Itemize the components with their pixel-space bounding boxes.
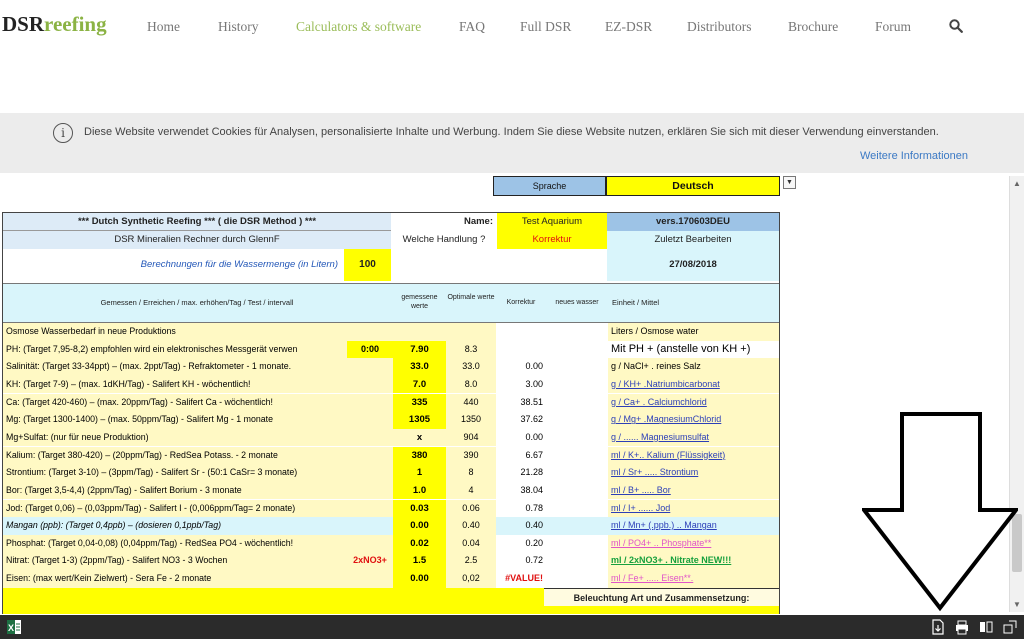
unit-link[interactable]: ml / 2xNO3+ . Nitrate NEW!!!: [608, 552, 779, 570]
unit-link[interactable]: ml / Fe+ ..... Eisen**.: [608, 570, 779, 588]
correction-value: 0.00: [496, 358, 546, 376]
table-row: [3, 323, 779, 341]
row-label: Jod: (Target 0,06) – (0,03ppm/Tag) - Salifert I - (0,006ppm/Tag= 2 monate): [3, 500, 347, 518]
reading-view-icon[interactable]: [978, 619, 994, 635]
new-water-cell: [546, 341, 608, 359]
optimal-value: 0,02: [446, 570, 496, 588]
correction-value: 0.40: [496, 517, 546, 535]
row-extra: [347, 535, 393, 553]
row-label: Phosphat: (Target 0,04-0,08) (0,04ppm/Tag) - RedSea PO4 - wöchentlich!: [3, 535, 347, 553]
row-extra: [347, 411, 393, 429]
correction-value: 0.00: [496, 429, 546, 447]
unit-link[interactable]: g / ...... Magnesiumsulfat: [608, 429, 779, 447]
unit-link[interactable]: g / Ca+ . Calciumchlorid: [608, 394, 779, 412]
nav-history[interactable]: History: [218, 19, 259, 34]
name-value[interactable]: Test Aquarium: [497, 213, 607, 231]
optimal-value: 0.40: [446, 517, 496, 535]
table-row: [3, 394, 779, 412]
measured-value-input[interactable]: 0.02: [393, 535, 446, 553]
col-header-unit: Einheit / Mittel: [612, 298, 660, 307]
action-label: Welche Handlung ?: [391, 231, 497, 249]
scroll-down-icon[interactable]: ▼: [1013, 600, 1021, 609]
row-label: Eisen: (max wert/Kein Zielwert) - Sera Fe - 2 monate: [3, 570, 347, 588]
new-water-cell: [546, 552, 608, 570]
row-label: Osmose Wasserbedarf in neue Produktions: [3, 323, 347, 341]
row-label: Strontium: (Target 3-10) – (3ppm/Tag) - Salifert Sr - (50:1 CaSr= 3 monate): [3, 464, 347, 482]
optimal-value: 8: [446, 464, 496, 482]
row-extra: [347, 429, 393, 447]
row-extra: [347, 517, 393, 535]
correction-value: [496, 323, 546, 341]
measured-value-input[interactable]: 1.0: [393, 482, 446, 500]
sheet-title: *** Dutch Synthetic Reefing *** ( die DSR Method ) ***: [3, 213, 391, 231]
unit-link[interactable]: ml / Mn+ (.ppb.) .. Mangan: [608, 517, 779, 535]
table-row: [3, 552, 779, 570]
row-extra: 0:00: [347, 341, 393, 359]
nav-full-dsr[interactable]: Full DSR: [520, 19, 572, 34]
new-water-cell: [546, 517, 608, 535]
table-row: [3, 517, 779, 535]
table-row: [3, 482, 779, 500]
measured-value-input[interactable]: 1305: [393, 411, 446, 429]
edited-date: 27/08/2018: [607, 249, 779, 281]
row-extra: [347, 394, 393, 412]
blank-cell: [391, 249, 607, 281]
row-label: Salinität: (Target 33-34ppt) – (max. 2ppt/Tag) - Refraktometer - 1 monate.: [3, 358, 347, 376]
measured-value-input[interactable]: 0.03: [393, 500, 446, 518]
row-extra: [347, 376, 393, 394]
row-label: KH: (Target 7-9) – (max. 1dKH/Tag) - Salifert KH - wöchentlich!: [3, 376, 347, 394]
data-rows: [3, 323, 779, 588]
svg-text:X: X: [7, 623, 15, 633]
volume-label: Berechnungen für die Wassermenge (in Litern): [3, 249, 344, 281]
row-extra: [347, 447, 393, 465]
unit-link: g / NaCl+ . reines Salz: [608, 358, 779, 376]
correction-value: 0.20: [496, 535, 546, 553]
nav-ez-dsr[interactable]: EZ-DSR: [605, 19, 653, 34]
correction-value: 0.78: [496, 500, 546, 518]
cookie-banner: [0, 113, 1024, 173]
new-water-cell: [546, 376, 608, 394]
table-row: [3, 358, 779, 376]
new-water-cell: [546, 570, 608, 588]
viewer-toolbar: [0, 615, 1024, 639]
new-water-cell: [546, 323, 608, 341]
language-select[interactable]: Deutsch: [606, 176, 780, 196]
download-file-icon[interactable]: [930, 619, 946, 635]
measured-value-input[interactable]: [393, 323, 446, 341]
unit-link[interactable]: ml / B+ ..... Bor: [608, 482, 779, 500]
correction-value: 38.04: [496, 482, 546, 500]
row-extra: [347, 482, 393, 500]
new-water-cell: [546, 464, 608, 482]
optimal-value: 390: [446, 447, 496, 465]
lighting-blank: [3, 588, 544, 614]
optimal-value: 8.3: [446, 341, 496, 359]
version-label: vers.170603DEU: [607, 213, 779, 231]
unit-link[interactable]: ml / Sr+ ..... Strontium: [608, 464, 779, 482]
row-extra: [347, 323, 393, 341]
new-water-cell: [546, 535, 608, 553]
unit-link: Liters / Osmose water: [608, 323, 779, 341]
row-label: Mg: (Target 1300-1400) – (max. 50ppm/Tag) - Salifert Mg - 1 monate: [3, 411, 347, 429]
new-water-cell: [546, 447, 608, 465]
col-header-new-water: neues wasser: [555, 299, 599, 306]
nav-forum[interactable]: Forum: [875, 19, 912, 34]
nav-distributors[interactable]: Distributors: [687, 19, 752, 34]
correction-value: 3.00: [496, 376, 546, 394]
popout-icon[interactable]: [1002, 619, 1018, 635]
optimal-value: 440: [446, 394, 496, 412]
row-extra: [347, 570, 393, 588]
row-label: Ca: (Target 420-460) – (max. 20ppm/Tag) - Salifert Ca - wöchentlich!: [3, 394, 347, 412]
optimal-value: [446, 323, 496, 341]
correction-value: [496, 341, 546, 359]
col-header-optimal: Optimale werte: [447, 294, 495, 301]
table-row: [3, 447, 779, 465]
col-header-measured: gemessene werte: [401, 294, 438, 310]
measured-value-input[interactable]: 7.0: [393, 376, 446, 394]
language-label: Sprache: [493, 176, 606, 196]
row-extra: [347, 464, 393, 482]
scroll-up-icon[interactable]: ▲: [1013, 179, 1021, 188]
unit-link[interactable]: ml / I+ ...... Jod: [608, 500, 779, 518]
sheet-subtitle: DSR Mineralien Rechner durch GlennF: [3, 231, 391, 249]
table-row: [3, 464, 779, 482]
row-label: Mangan (ppb): (Target 0,4ppb) – (dosieren 0,1ppb/Tag): [3, 517, 347, 535]
row-label: PH: (Target 7,95-8,2) empfohlen wird ein elektronisches Messgerät verwen: [3, 341, 347, 359]
correction-value: 6.67: [496, 447, 546, 465]
row-label: Bor: (Target 3,5-4,4) (2ppm/Tag) - Salifert Borium - 3 monate: [3, 482, 347, 500]
print-icon[interactable]: [954, 619, 970, 635]
calculator-table: [2, 212, 780, 614]
cookie-more-info-link[interactable]: Weitere Informationen: [860, 150, 969, 162]
optimal-value: 8.0: [446, 376, 496, 394]
nav-faq[interactable]: FAQ: [459, 19, 486, 34]
new-water-cell: [546, 358, 608, 376]
table-row: [3, 411, 779, 429]
row-label: Kalium: (Target 380-420) – (20ppm/Tag) - RedSea Potass. - 2 monate: [3, 447, 347, 465]
new-water-cell: [546, 482, 608, 500]
correction-value: 21.28: [496, 464, 546, 482]
measured-value-input[interactable]: x: [393, 429, 446, 447]
measured-value-input[interactable]: 380: [393, 447, 446, 465]
nav-home[interactable]: Home: [147, 19, 180, 34]
correction-value: 0.72: [496, 552, 546, 570]
correction-value: 37.62: [496, 411, 546, 429]
measured-value-input[interactable]: 7.90: [393, 341, 446, 359]
site-logo[interactable]: DSRreefing: [2, 12, 107, 36]
table-row: [3, 570, 779, 588]
table-row: [3, 429, 779, 447]
nav-brochure[interactable]: Brochure: [788, 19, 839, 34]
down-arrow-icon: [862, 412, 1018, 612]
measured-value-input[interactable]: 0.00: [393, 570, 446, 588]
excel-icon[interactable]: [6, 619, 22, 635]
lighting-input[interactable]: [544, 606, 779, 614]
info-icon: i: [53, 123, 73, 143]
measured-value-input[interactable]: 335: [393, 394, 446, 412]
table-row: [3, 376, 779, 394]
unit-link[interactable]: g / Mg+ .MagnesiumChlorid: [608, 411, 779, 429]
optimal-value: 0.04: [446, 535, 496, 553]
unit-link[interactable]: ml / PO4+ .. Phosphate**: [608, 535, 779, 553]
new-water-cell: [546, 429, 608, 447]
action-value[interactable]: Korrektur: [497, 231, 607, 249]
lighting-label: Beleuchtung Art und Zusammensetzung:: [544, 588, 779, 614]
cookie-message: Diese Website verwendet Cookies für Analysen, personalisierte Inhalte und Werbung. Indem Sie diese Website nutzen, erklären Sie sich mit dieser Verwendung einverstanden.: [84, 126, 939, 138]
unit-link[interactable]: ml / K+.. Kalium (Flüssigkeit): [608, 447, 779, 465]
measured-value-input[interactable]: 33.0: [393, 358, 446, 376]
col-header-correction: Korrektur: [506, 299, 536, 306]
table-row: [3, 500, 779, 518]
new-water-cell: [546, 411, 608, 429]
optimal-value: 1350: [446, 411, 496, 429]
measured-value-input[interactable]: 1.5: [393, 552, 446, 570]
row-extra: 2xNO3+: [347, 552, 393, 570]
unit-link: Mit PH + (anstelle von KH +): [608, 341, 779, 359]
new-water-cell: [546, 394, 608, 412]
top-navigation: [0, 0, 1024, 56]
table-row: [3, 341, 779, 359]
new-water-cell: [546, 500, 608, 518]
volume-value[interactable]: 100: [344, 249, 391, 281]
optimal-value: 2.5: [446, 552, 496, 570]
chevron-down-icon[interactable]: ▼: [783, 176, 796, 189]
row-extra: [347, 358, 393, 376]
col-header-name: Gemessen / Erreichen / max. erhöhen/Tag / Test / intervall: [100, 298, 294, 307]
optimal-value: 0.06: [446, 500, 496, 518]
nav-calculators[interactable]: Calculators & software: [296, 19, 422, 34]
optimal-value: 904: [446, 429, 496, 447]
unit-link[interactable]: g / KH+ .Natriumbicarbonat: [608, 376, 779, 394]
row-extra: [347, 500, 393, 518]
row-label: Nitrat: (Target 1-3) (2ppm/Tag) - Salifert NO3 - 3 Wochen: [3, 552, 347, 570]
correction-value: 38.51: [496, 394, 546, 412]
optimal-value: 33.0: [446, 358, 496, 376]
row-label: Mg+Sulfat: (nur für neue Produktion): [3, 429, 347, 447]
measured-value-input[interactable]: 0.00: [393, 517, 446, 535]
search-icon[interactable]: [949, 19, 963, 33]
edited-label: Zuletzt Bearbeiten: [607, 231, 779, 249]
name-label: Name:: [391, 213, 497, 231]
optimal-value: 4: [446, 482, 496, 500]
correction-value: #VALUE!: [496, 570, 546, 588]
table-row: [3, 535, 779, 553]
measured-value-input[interactable]: 1: [393, 464, 446, 482]
